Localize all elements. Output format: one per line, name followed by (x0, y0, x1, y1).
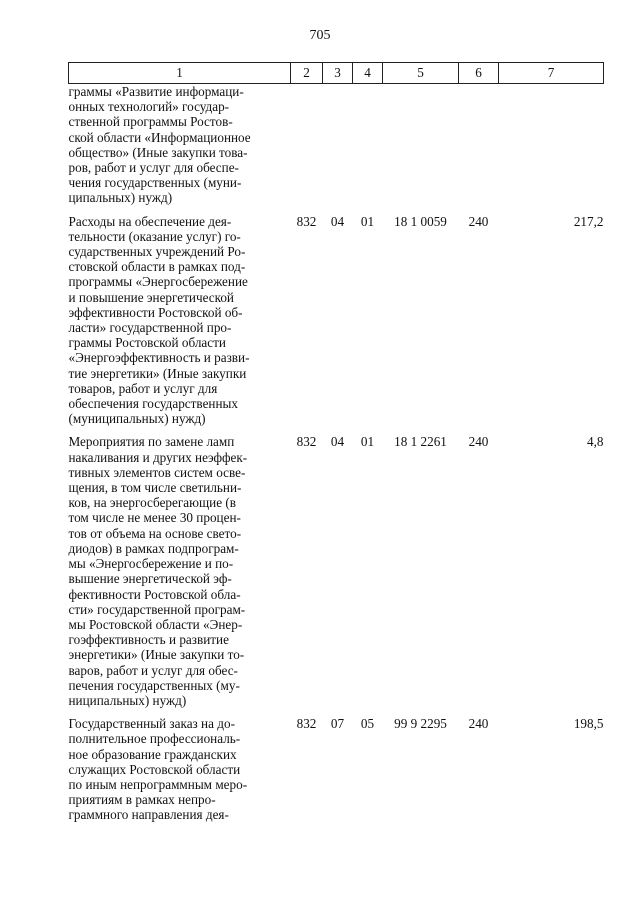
description-line: приятиям в рамках непро- (68, 792, 216, 808)
header-col-3: 3 (323, 63, 353, 84)
table-row (69, 716, 604, 822)
description-line: энергетики» (Иные закупки то- (68, 647, 245, 663)
amount (499, 84, 604, 206)
header-col-6: 6 (459, 63, 499, 84)
ministry-code (291, 84, 323, 206)
row-description (69, 84, 291, 206)
row-spacer (69, 708, 604, 716)
header-col-5: 5 (383, 63, 459, 84)
expense-type-code: 240 (468, 213, 489, 229)
description-line: гоэффективность и развитие (68, 632, 229, 648)
description-line: чения государственных (муни- (68, 175, 242, 191)
section-code: 07 (330, 716, 345, 732)
description-line: обеспечения государственных (68, 396, 238, 412)
description-line: (муниципальных) нужд) (68, 411, 206, 427)
description-line: мы Ростовской области «Энер- (68, 616, 243, 632)
description-line: мы «Энергосбережение и по- (68, 556, 234, 572)
header-col-2: 2 (291, 63, 323, 84)
row-spacer (69, 426, 604, 434)
row-spacer-cell (69, 206, 604, 214)
header-row (69, 63, 604, 84)
description-line: Расходы на обеспечение дея- (68, 213, 232, 229)
description-line: тельности (оказание услуг) го- (68, 228, 241, 244)
description-line: общество» (Иные закупки това- (68, 144, 248, 160)
description-line: фективности Ростовской обла- (68, 586, 241, 602)
ministry-code: 832 (296, 434, 317, 450)
target-article-code (383, 84, 459, 206)
description-line: ров, работ и услуг для обеспе- (68, 160, 239, 176)
description-line: граммного направления дея- (68, 807, 229, 823)
page-number: 705 (309, 28, 331, 43)
description-line: граммы Ростовской области (68, 335, 226, 351)
expense-type-code (459, 84, 499, 206)
header-col-4: 4 (353, 63, 383, 84)
description-line: «Энергоэффективность и разви- (68, 350, 250, 366)
description-line: служащих Ростовской области (68, 761, 241, 777)
description-line: тие энергетики» (Иные закупки (68, 365, 247, 381)
header-col-1: 1 (69, 63, 291, 84)
row-spacer (69, 206, 604, 214)
description-line: диодов) в рамках подпрограм- (68, 540, 239, 556)
description-line: ственной программы Ростов- (68, 114, 233, 130)
description-line: Мероприятия по замене ламп (68, 434, 235, 450)
description-line: щения, в том числе светильни- (68, 480, 242, 496)
amount: 217,2 (573, 213, 604, 229)
ministry-code: 832 (296, 716, 317, 732)
description-line: полнительное профессиональ- (68, 731, 241, 747)
budget-table (68, 62, 604, 823)
table-row (69, 84, 604, 206)
description-line: тивных элементов систем осве- (68, 464, 246, 480)
row-description (69, 434, 291, 708)
subsection-code: 01 (360, 213, 375, 229)
description-line: сти» государственной програм- (68, 601, 246, 617)
table-body (69, 84, 604, 823)
target-article-code: 18 1 2261 (394, 434, 447, 450)
description-line: эффективности Ростовской об- (68, 304, 243, 320)
section-code (323, 84, 353, 206)
description-line: онных технологий» государ- (68, 99, 230, 115)
row-spacer-cell (69, 426, 604, 434)
description-line: товаров, работ и услуг для (68, 380, 218, 396)
table-row (69, 214, 604, 427)
description-line: сударственных учреждений Ро- (68, 244, 246, 260)
subsection-code: 01 (360, 434, 375, 450)
description-line: стовской области в рамках под- (68, 259, 246, 275)
amount: 198,5 (573, 716, 604, 732)
description-line: накаливания и других неэффек- (68, 449, 248, 465)
expense-type-code: 240 (468, 716, 489, 732)
description-line: варов, работ и услуг для обес- (68, 662, 238, 678)
description-line: ное образование гражданских (68, 746, 237, 762)
description-line: тов от объема на основе свето- (68, 525, 242, 541)
subsection-code: 05 (360, 716, 375, 732)
target-article-code: 99 9 2295 (394, 716, 447, 732)
description-line: Государственный заказ на до- (68, 716, 235, 732)
subsection-code (353, 84, 383, 206)
description-line: ципальных) нужд) (68, 190, 173, 206)
description-line: том числе не менее 30 процен- (68, 510, 241, 526)
description-line: граммы «Развитие информаци- (68, 84, 244, 99)
description-line: программы «Энергосбережение (68, 274, 248, 290)
description-line: и повышение энергетической (68, 289, 234, 305)
row-spacer-cell (69, 708, 604, 716)
description-line: ниципальных) нужд) (68, 692, 187, 708)
description-line: ласти» государственной про- (68, 320, 232, 336)
expense-type-code: 240 (468, 434, 489, 450)
description-line: по иным непрограммным меро- (68, 776, 248, 792)
target-article-code: 18 1 0059 (394, 213, 447, 229)
description-line: ков, на энергосберегающие (в (68, 495, 236, 511)
row-description (69, 214, 291, 427)
ministry-code: 832 (296, 213, 317, 229)
row-description (69, 716, 291, 822)
description-line: ской области «Информационное (68, 129, 251, 145)
description-line: вышение энергетической эф- (68, 571, 232, 587)
amount: 4,8 (587, 434, 604, 450)
description-line: печения государственных (му- (68, 677, 240, 693)
section-code: 04 (330, 434, 345, 450)
table-row (69, 434, 604, 708)
header-col-7: 7 (499, 63, 604, 84)
section-code: 04 (330, 213, 345, 229)
